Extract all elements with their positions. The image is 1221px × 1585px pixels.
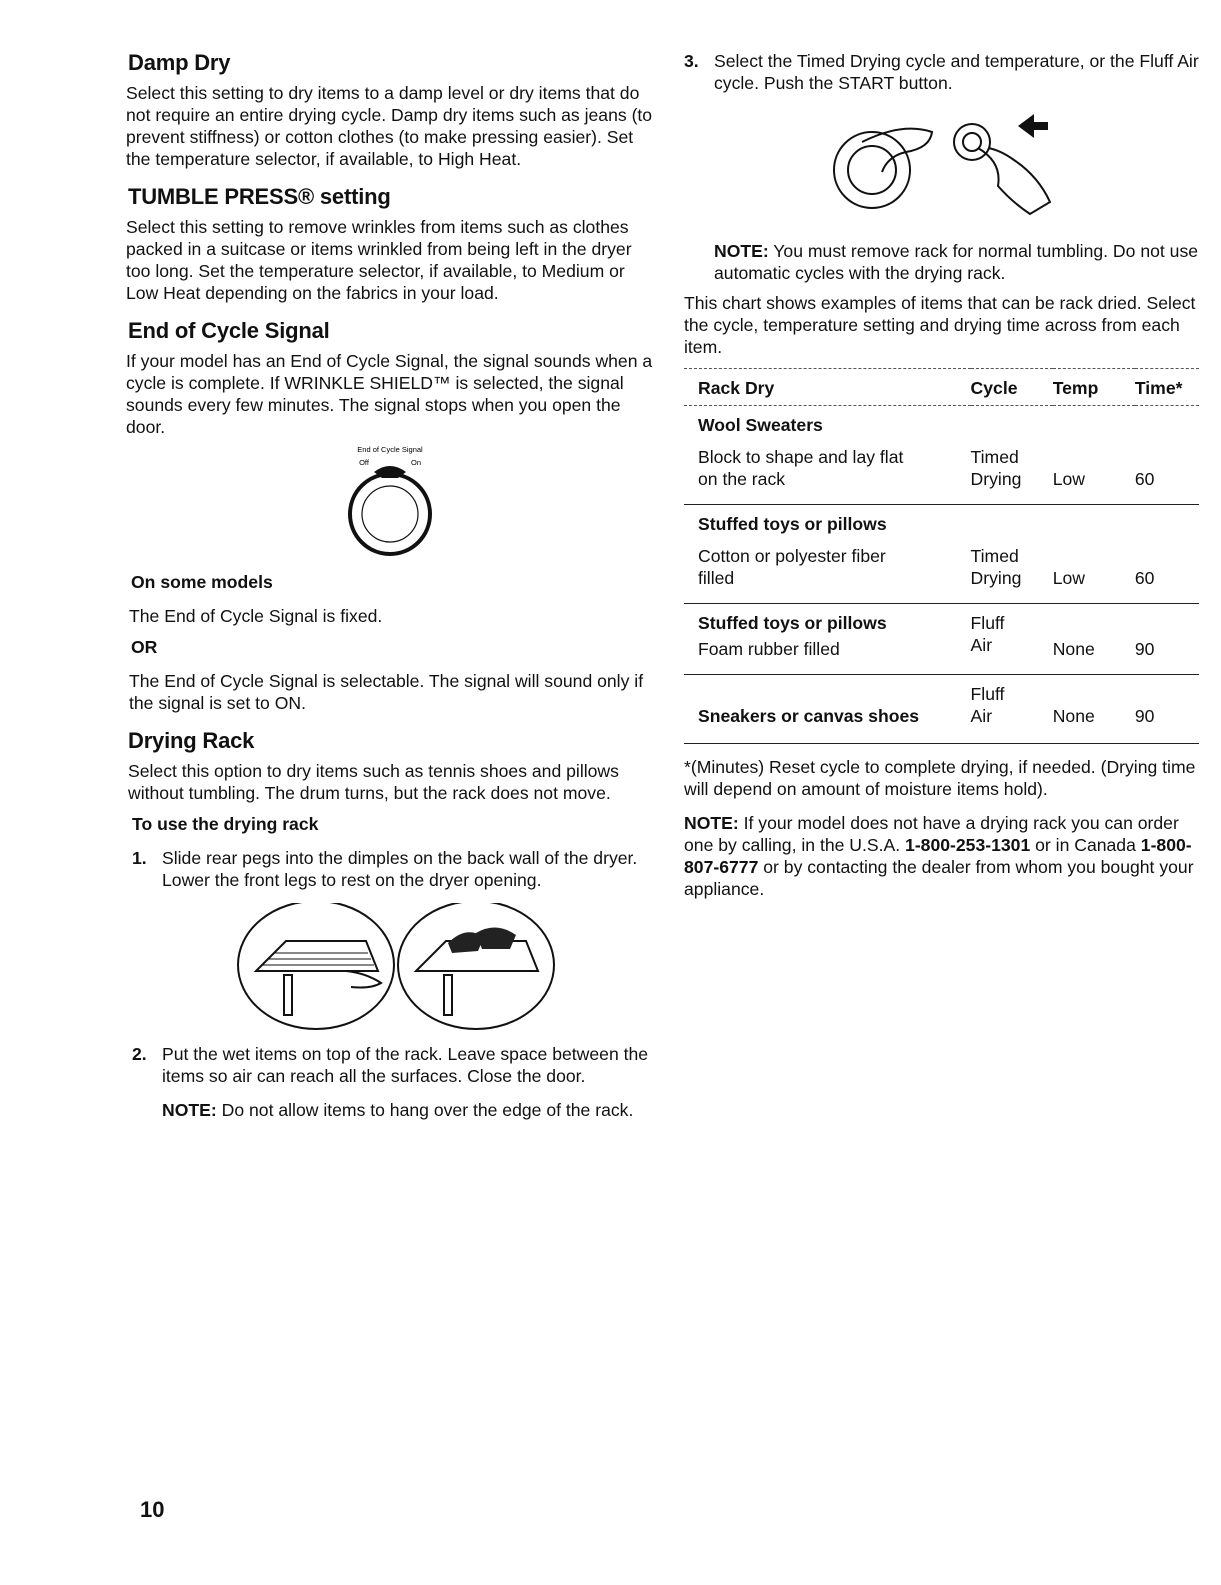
group-4-temp: None (1052, 706, 1095, 726)
left-rack (256, 941, 378, 971)
group-1-item-line2: on the rack (698, 469, 786, 489)
table-row (684, 545, 1199, 567)
drying-rack-text: Select this option to dry items such as tennis shoes and pillows without tumbling. The drum turns, but the rack does not move. (128, 761, 619, 803)
group-2-item-line1: Cotton or polyester fiber (698, 546, 886, 566)
right-column (684, 50, 1199, 900)
header-time: Time* (1134, 378, 1183, 398)
group-3-time: 90 (1134, 639, 1155, 659)
page-number: 10 (140, 1497, 165, 1522)
to-use-rack-subhead: To use the drying rack (132, 814, 319, 834)
knob-off-label: Off (359, 458, 369, 467)
group-3-item-line1: Foam rubber filled (698, 639, 840, 659)
step-3-text: Select the Timed Drying cycle and temperature, or the Fluff Air cycle. Push the START button. (714, 51, 1199, 93)
damp-dry-heading: Damp Dry (128, 50, 231, 75)
end-of-cycle-text: If your model has an End of Cycle Signal, the signal sounds when a cycle is complete. If WRINKLE SHIELD™ is selected, the signal sounds every few minutes. The signal stops when you open the door. (126, 351, 653, 437)
note-2-text-c: or by contacting the dealer from whom you bought your appliance. (684, 857, 1194, 899)
cycle-knob (834, 132, 910, 208)
start-button-illustration (802, 102, 1082, 232)
hand-turning-knob-icon (862, 129, 932, 172)
or-separator: OR (131, 637, 158, 657)
group-1-title: Wool Sweaters (698, 415, 823, 435)
header-temp: Temp (1052, 378, 1099, 398)
finger-pressing-icon (978, 148, 1050, 214)
group-4-cycle-line2: Air (970, 706, 993, 726)
group-2-title: Stuffed toys or pillows (698, 514, 887, 534)
group-1-item-line1: Block to shape and lay flat (698, 447, 904, 467)
table-row (684, 675, 1199, 706)
table-row (684, 567, 1199, 604)
group-4-cycle-line1: Fluff (970, 684, 1005, 704)
end-of-cycle-knob-illustration (320, 440, 460, 560)
step-2-text: Put the wet items on top of the rack. Leave space between the items so air can reach all the surfaces. Close the door. (162, 1044, 649, 1086)
group-2-temp: Low (1052, 568, 1085, 588)
drying-rack-heading: Drying Rack (128, 728, 255, 753)
rack-step-1 (132, 847, 654, 891)
step-3-number: 3. (684, 51, 699, 71)
tumble-press-heading: TUMBLE PRESS® setting (128, 184, 391, 209)
us-phone-number: 1-800-253-1301 (905, 835, 1031, 855)
table-row (684, 446, 1199, 468)
left-rack-leg (284, 975, 292, 1015)
hand-icon (346, 971, 381, 988)
group-1-time: 60 (1134, 469, 1155, 489)
knob-on-label: On (410, 458, 422, 467)
table-footnote: *(Minutes) Reset cycle to complete drying, if needed. (Drying time will depend on amount of moisture items hold). (684, 757, 1196, 799)
press-arrow-icon (1018, 114, 1048, 138)
signal-fixed-text: The End of Cycle Signal is fixed. (129, 606, 383, 626)
header-rack-dry: Rack Dry (698, 378, 775, 398)
knob-inner-dial (362, 486, 418, 542)
table-row (684, 705, 1199, 744)
end-of-cycle-heading: End of Cycle Signal (128, 318, 330, 343)
group-3-temp: None (1052, 639, 1095, 659)
step-1-number: 1. (132, 848, 147, 868)
rack-note-text: Do not allow items to hang over the edge of the rack. (216, 1100, 634, 1120)
group-2-item-line2: filled (698, 568, 735, 588)
on-some-models-subhead: On some models (131, 572, 273, 592)
rack-step-2 (132, 1043, 654, 1087)
rack-note (162, 1099, 654, 1121)
cycle-knob-inner (848, 146, 896, 194)
right-rack-leg (444, 975, 452, 1015)
table-row (684, 604, 1199, 635)
group-2-cycle-line2: Drying (970, 568, 1022, 588)
order-rack-note (684, 812, 1199, 900)
rack-installation-illustration (226, 903, 566, 1033)
group-1-cycle-line1: Timed (970, 447, 1019, 467)
note-2-label: NOTE: (684, 813, 739, 833)
header-cycle: Cycle (970, 378, 1018, 398)
note-2-text-a: If your model does not have a drying rack you can order one by calling, in the U.S.A. (684, 813, 1179, 855)
step-2-number: 2. (132, 1044, 147, 1064)
damp-dry-text: Select this setting to dry items to a damp level or dry items that do not require an entire drying cycle. Damp dry items such as jeans (to prevent stiffness) or cotton clothes (to make pressing easier). Set the temperature selector, if available, to High Heat. (126, 83, 653, 169)
table-row (684, 634, 1199, 675)
rack-dry-table (684, 368, 1199, 744)
group-3-cycle-line2: Air (970, 635, 993, 655)
group-2-time: 60 (1134, 568, 1155, 588)
rack-step-3 (684, 50, 1199, 94)
group-3-cycle-line1: Fluff (970, 613, 1005, 633)
rack-note-label: NOTE: (162, 1100, 217, 1120)
group-1-cycle-line2: Drying (970, 469, 1022, 489)
group-3-title: Stuffed toys or pillows (698, 613, 887, 633)
note-1-label: NOTE: (714, 241, 769, 261)
chart-intro-text: This chart shows examples of items that can be rack dried. Select the cycle, temperature setting and drying time across from each item. (684, 293, 1196, 357)
group-1-temp: Low (1052, 469, 1085, 489)
group-4-time: 90 (1134, 706, 1155, 726)
tumble-press-text: Select this setting to remove wrinkles from items such as clothes packed in a suitcase or items wrinkled from being left in the dryer too long. Set the temperature selector, if available, to Medium or Low Heat depending on the fabrics in your load. (126, 217, 632, 303)
left-column (126, 50, 654, 1121)
table-group-title-row (684, 505, 1199, 546)
table-group-title-row (684, 406, 1199, 447)
group-4-title: Sneakers or canvas shoes (698, 706, 920, 726)
table-row (684, 468, 1199, 505)
signal-selectable-text: The End of Cycle Signal is selectable. The signal will sound only if the signal is set to ON. (129, 671, 644, 713)
note-1-text: You must remove rack for normal tumbling. Do not use automatic cycles with the drying rack. (714, 241, 1199, 283)
group-2-cycle-line1: Timed (970, 546, 1019, 566)
start-button (954, 124, 990, 160)
canada-phone-number: 1-800-807-6777 (684, 835, 1192, 877)
rack-removal-note (714, 240, 1199, 284)
note-2-text-b: or in Canada (1030, 835, 1141, 855)
knob-title-label: End of Cycle Signal (357, 445, 423, 454)
table-header-row (684, 369, 1199, 406)
step-1-text: Slide rear pegs into the dimples on the back wall of the dryer. Lower the front legs to rest on the dryer opening. (162, 848, 638, 890)
